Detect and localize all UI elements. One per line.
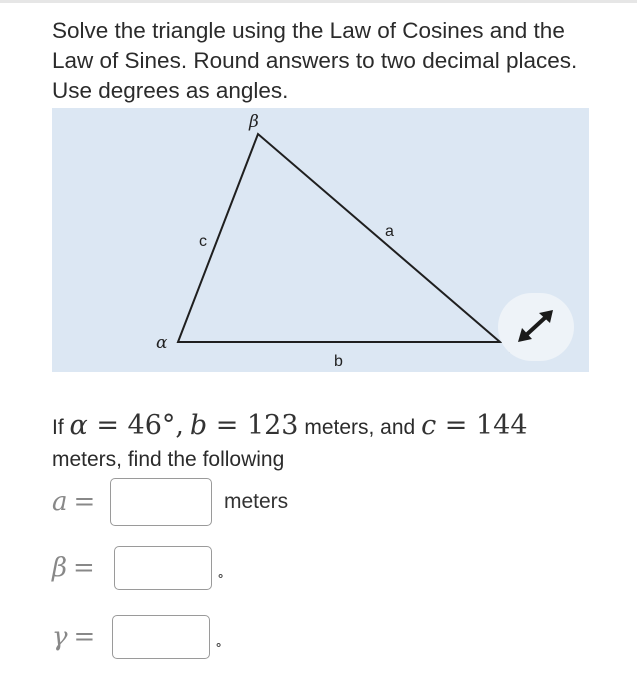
degree-symbol: ° [218,570,224,586]
given-alpha-eq: α = 46°, [69,410,184,441]
answer-a-unit: meters [224,490,289,513]
answer-row-a [52,478,288,526]
given-line2: meters, find the following [52,448,285,471]
answer-row-gamma [52,615,221,659]
given-c-eq: c = 144 [421,410,528,441]
diagonal-arrows-icon [498,293,574,361]
triangle-shape [178,134,500,342]
label-side-c: c [199,233,207,250]
top-border [0,0,637,3]
problem-prompt: Solve the triangle using the Law of Cosines and the Law of Sines. Round answers to two decimal places. Use degrees as angles. [52,18,578,103]
label-alpha: α [156,333,168,353]
answer-gamma-input[interactable] [112,615,210,659]
given-if: If [52,416,64,439]
given-values [52,410,612,476]
degree-symbol: ° [216,639,222,655]
answer-row-beta [52,546,223,590]
answer-beta-input[interactable] [114,546,212,590]
triangle-figure [52,108,589,372]
answer-a-label: a = [52,487,96,517]
given-meters-and: meters, and [304,416,416,439]
answer-a-input[interactable] [110,478,212,526]
label-side-a: a [385,223,394,240]
label-side-b: b [334,353,343,370]
expand-figure-button[interactable] [498,293,574,361]
answer-gamma-label: γ = [52,622,96,652]
given-b-eq: b = 123 [189,410,299,441]
label-beta: β [249,112,259,132]
answer-beta-label: β = [52,553,95,583]
